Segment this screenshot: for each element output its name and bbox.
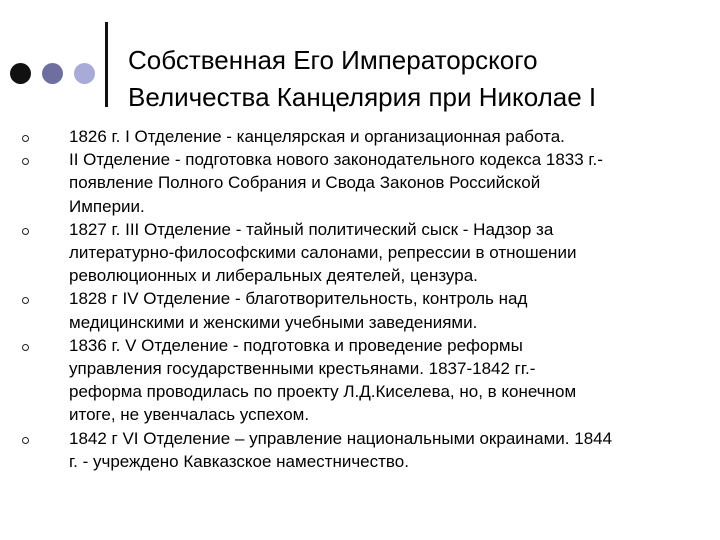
bullet-line: появление Полного Собрания и Свода Законов Российской [69,173,541,193]
bullet-list [22,125,702,473]
bullet-item-1827-third-department [22,218,702,288]
bullet-item-second-department [22,148,702,218]
bullet-item-1836-fifth-department [22,334,702,427]
three-circles-decoration-icon [10,63,96,85]
bullet-line: 1842 г VI Отделение – управление национальными окраинами. 1844 [69,428,613,448]
bullet-line: 1828 г IV Отделение - благотворительность, контроль над [69,289,528,309]
bullet-line: 1826 г. I Отделение - канцелярская и организационная работа. [69,127,565,146]
slide-title-line-1: Собственная Его Императорского [128,45,538,75]
bullet-line: Империи. [69,196,145,216]
hollow-circle-bullet-icon [22,297,29,304]
hollow-circle-bullet-icon [22,135,29,142]
bullet-item-1826-first-department [22,125,702,148]
dark-circle-icon [10,63,31,84]
medium-circle-icon [42,63,63,84]
hollow-circle-bullet-icon [22,437,29,444]
slide-title-line-2: Величества Канцелярия при Николае I [128,82,597,112]
bullet-line: реформа проводилась по проекту Л.Д.Киселева, но, в конечном [69,382,577,402]
hollow-circle-bullet-icon [22,228,29,235]
bullet-line: медицинскими и женскими учебными заведениями. [69,312,478,332]
bullet-line: революционных и либеральных деятелей, цензура. [69,266,478,286]
slide-title [128,42,708,116]
title-divider [105,22,108,107]
bullet-line: II Отделение - подготовка нового законодательного кодекса 1833 г.- [69,150,603,170]
hollow-circle-bullet-icon [22,158,29,165]
bullet-line: г. - учреждено Кавказское наместничество. [69,451,409,471]
bullet-line: литературно-философскими салонами, репрессии в отношении [69,243,577,263]
light-circle-icon [74,63,95,84]
hollow-circle-bullet-icon [22,344,29,351]
bullet-line: итоге, не увенчалась успехом. [69,405,310,425]
bullet-line: 1836 г. V Отделение - подготовка и проведение реформы [69,335,523,355]
bullet-item-1828-fourth-department [22,287,702,333]
bullet-line: 1827 г. III Отделение - тайный политический сыск - Надзор за [69,219,554,239]
bullet-item-1842-sixth-department [22,427,702,473]
bullet-line: управления государственными крестьянами. 1837-1842 гг.- [69,359,536,379]
